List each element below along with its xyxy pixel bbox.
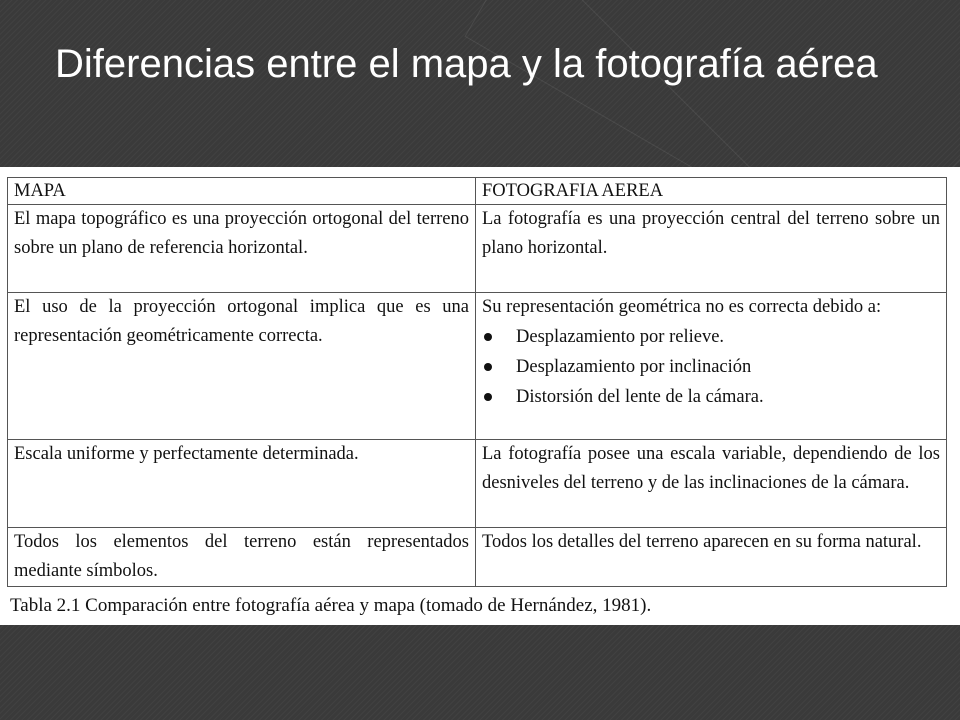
table-row — [8, 205, 947, 293]
list-item — [482, 322, 940, 352]
list-item — [482, 382, 940, 412]
list-item-text: Desplazamiento por inclinación — [516, 357, 752, 377]
bullet-list — [482, 322, 940, 412]
slide-title: Diferencias entre el mapa y la fotografía aérea — [55, 42, 878, 86]
cell-fotografia: Todos los detalles del terreno aparecen en su forma natural. — [476, 528, 947, 587]
table-header-row — [8, 178, 947, 205]
column-header-fotografia: FOTOGRAFIA AEREA — [476, 178, 947, 205]
comparison-table-image — [0, 167, 960, 625]
bullet-icon — [484, 393, 492, 401]
cell-fotografia — [476, 293, 947, 440]
bullet-icon — [484, 363, 492, 371]
table-row — [8, 440, 947, 528]
table-row — [8, 528, 947, 587]
cell-mapa: Todos los elementos del terreno están representados mediante símbolos. — [8, 528, 476, 587]
cell-mapa: El mapa topográfico es una proyección ortogonal del terreno sobre un plano de referencia horizontal. — [8, 205, 476, 293]
table-row — [8, 293, 947, 440]
comparison-table — [7, 177, 947, 587]
table-caption: Tabla 2.1 Comparación entre fotografía aérea y mapa (tomado de Hernández, 1981). — [10, 595, 652, 616]
cell-intro-text: Su representación geométrica no es correcta debido a: — [482, 297, 882, 317]
list-item-text: Desplazamiento por relieve. — [516, 327, 725, 347]
list-item-text: Distorsión del lente de la cámara. — [516, 387, 764, 407]
cell-fotografia: La fotografía es una proyección central del terreno sobre un plano horizontal. — [476, 205, 947, 293]
cell-mapa: Escala uniforme y perfectamente determinada. — [8, 440, 476, 528]
list-item — [482, 352, 940, 382]
column-header-mapa: MAPA — [8, 178, 476, 205]
cell-mapa: El uso de la proyección ortogonal implica que es una representación geométricamente correcta. — [8, 293, 476, 440]
cell-fotografia: La fotografía posee una escala variable, dependiendo de los desniveles del terreno y de las inclinaciones de la cámara. — [476, 440, 947, 528]
bullet-icon — [484, 333, 492, 341]
